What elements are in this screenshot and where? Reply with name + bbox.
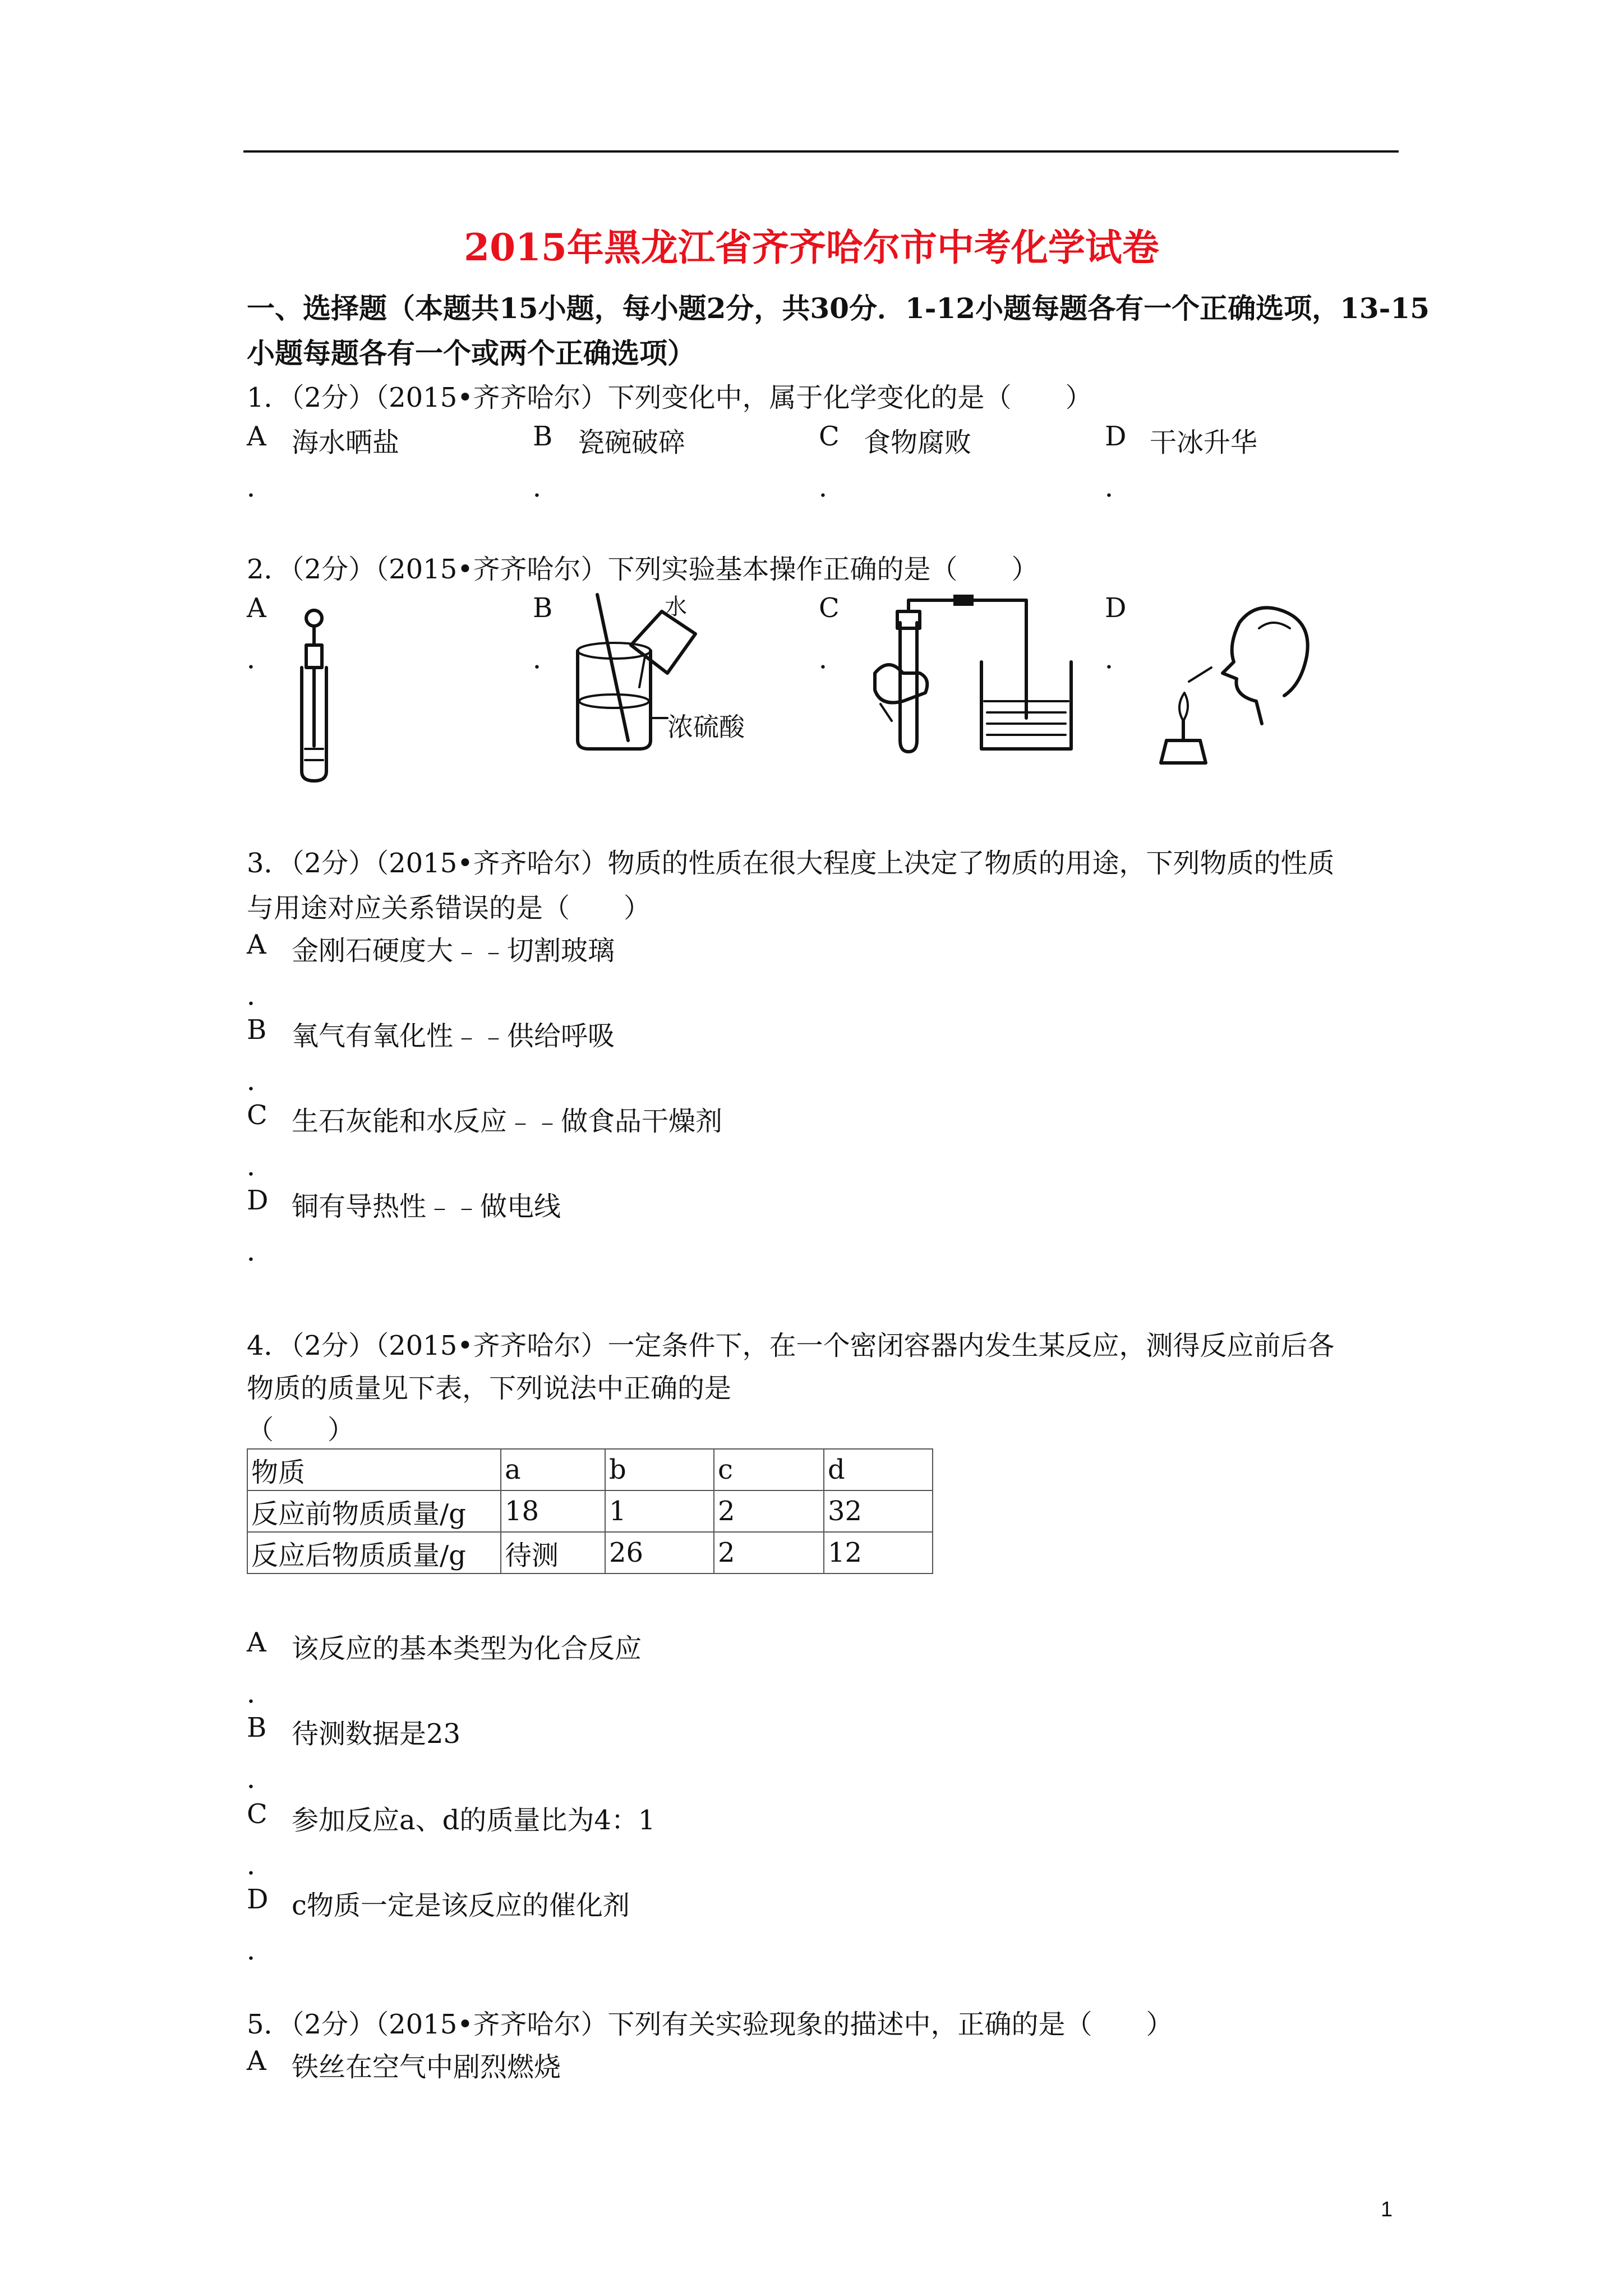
table-cell: c — [714, 1449, 824, 1490]
dropper-icon — [286, 606, 353, 785]
page-title: 2015年黑龙江省齐齐哈尔市中考化学试卷 — [464, 226, 1159, 269]
table-cell: 反应后物质质量/g — [247, 1532, 501, 1573]
q4-option-c-text: 参加反应a、d的质量比为4：1 — [292, 1805, 656, 1836]
table-cell: 32 — [824, 1490, 933, 1532]
table-cell: 18 — [501, 1490, 605, 1532]
q3-option-b-letter: B — [247, 1014, 267, 1046]
q3-option-a-dot: ． — [247, 980, 274, 1011]
q4-option-d-letter: D — [247, 1884, 269, 1915]
q2-option-d-letter: D — [1105, 592, 1127, 624]
table-cell: 26 — [605, 1532, 714, 1573]
q1-option-b-letter: B — [533, 421, 553, 452]
q4-stem-line2: 物质的质量见下表，下列说法中正确的是 — [247, 1373, 732, 1404]
table-header-row — [247, 1449, 933, 1490]
q1-stem: 1．（2分）（2015•齐齐哈尔）下列变化中，属于化学变化的是（ ） — [247, 382, 1092, 413]
q1-option-c-letter: C — [819, 421, 840, 452]
q3-option-c-letter: C — [247, 1099, 268, 1131]
q4-option-c-letter: C — [247, 1798, 268, 1830]
water-label: 水 — [665, 594, 687, 620]
blow-out-lamp-icon — [1144, 589, 1324, 774]
q1-option-a-letter: A — [247, 421, 266, 452]
q3-option-c-text: 生石灰能和水反应﹣﹣做食品干燥剂 — [292, 1106, 723, 1137]
q3-option-c-dot: ． — [247, 1151, 274, 1182]
q2-option-c-dot: ． — [819, 643, 846, 675]
table-cell: b — [605, 1449, 714, 1490]
q4-option-a-letter: A — [247, 1627, 266, 1658]
q3-stem-line2: 与用途对应关系错误的是（ ） — [247, 892, 651, 924]
q4-option-b-dot: ． — [247, 1763, 274, 1795]
q3-option-b-text: 氧气有氧化性﹣﹣供给呼吸 — [292, 1020, 615, 1052]
q3-option-d-text: 铜有导热性﹣﹣做电线 — [292, 1191, 561, 1222]
q2-option-a-dot: ． — [247, 643, 274, 675]
q4-option-b-letter: B — [247, 1712, 267, 1743]
q3-option-a-text: 金刚石硬度大﹣﹣切割玻璃 — [292, 935, 615, 967]
table-cell: 物质 — [247, 1449, 501, 1490]
q1-option-d-dot: ． — [1105, 472, 1132, 503]
mass-table — [247, 1448, 933, 1574]
table-cell: 2 — [714, 1532, 824, 1573]
section-heading-line1: 一、选择题（本题共15小题，每小题2分，共30分．1-12小题每题各有一个正确选项，13-15 — [247, 292, 1430, 325]
q3-option-a-letter: A — [247, 929, 266, 960]
acid-label: 浓硫酸 — [667, 712, 745, 742]
q1-option-c-dot: ． — [819, 472, 846, 503]
table-row — [247, 1490, 933, 1532]
q1-option-b-text: 瓷碗破碎 — [578, 427, 686, 458]
q2-option-b-dot: ． — [533, 643, 560, 675]
q4-option-a-dot: ． — [247, 1678, 274, 1709]
q2-option-b-letter: B — [533, 592, 553, 624]
q2-stem: 2．（2分）（2015•齐齐哈尔）下列实验基本操作正确的是（ ） — [247, 554, 1039, 585]
q4-option-b-text: 待测数据是23 — [292, 1718, 461, 1750]
header-rule — [243, 150, 1399, 153]
table-cell: a — [501, 1449, 605, 1490]
q1-option-d-letter: D — [1105, 421, 1127, 452]
q4-stem-line3: （ ） — [247, 1414, 355, 1446]
q2-option-d-dot: ． — [1105, 643, 1132, 675]
q1-option-a-text: 海水晒盐 — [292, 427, 400, 458]
q3-option-d-letter: D — [247, 1185, 269, 1216]
q4-option-a-text: 该反应的基本类型为化合反应 — [292, 1633, 642, 1664]
q1-option-a-dot: ． — [247, 472, 274, 503]
q5-option-a-text: 铁丝在空气中剧烈燃烧 — [292, 2051, 561, 2083]
q1-option-c-text: 食物腐败 — [864, 427, 972, 458]
q3-option-d-dot: ． — [247, 1236, 274, 1267]
airtightness-check-icon — [858, 589, 1082, 757]
table-cell: 1 — [605, 1490, 714, 1532]
q4-option-d-text: c物质一定是该反应的催化剂 — [292, 1890, 630, 1921]
page-number: 1 — [1381, 2198, 1393, 2221]
q4-stem-line1: 4．（2分）（2015•齐齐哈尔）一定条件下，在一个密闭容器内发生某反应，测得反应前后各 — [247, 1330, 1335, 1361]
table-cell: d — [824, 1449, 933, 1490]
q2-option-c-letter: C — [819, 592, 840, 624]
q1-option-b-dot: ． — [533, 472, 560, 503]
q2-option-a-letter: A — [247, 592, 266, 624]
q3-stem-line1: 3．（2分）（2015•齐齐哈尔）物质的性质在很大程度上决定了物质的用途，下列物质的性质 — [247, 848, 1335, 879]
q5-option-a-letter: A — [247, 2045, 266, 2077]
table-cell: 12 — [824, 1532, 933, 1573]
q4-option-d-dot: ． — [247, 1935, 274, 1966]
table-cell: 2 — [714, 1490, 824, 1532]
section-heading-line2: 小题每题各有一个或两个正确选项） — [247, 337, 695, 370]
table-cell: 待测 — [501, 1532, 605, 1573]
q1-option-d-text: 干冰升华 — [1150, 427, 1258, 458]
table-row — [247, 1532, 933, 1573]
q3-option-b-dot: ． — [247, 1065, 274, 1097]
q4-option-c-dot: ． — [247, 1849, 274, 1881]
table-cell: 反应前物质质量/g — [247, 1490, 501, 1532]
q5-stem: 5．（2分）（2015•齐齐哈尔）下列有关实验现象的描述中，正确的是（ ） — [247, 2009, 1173, 2040]
